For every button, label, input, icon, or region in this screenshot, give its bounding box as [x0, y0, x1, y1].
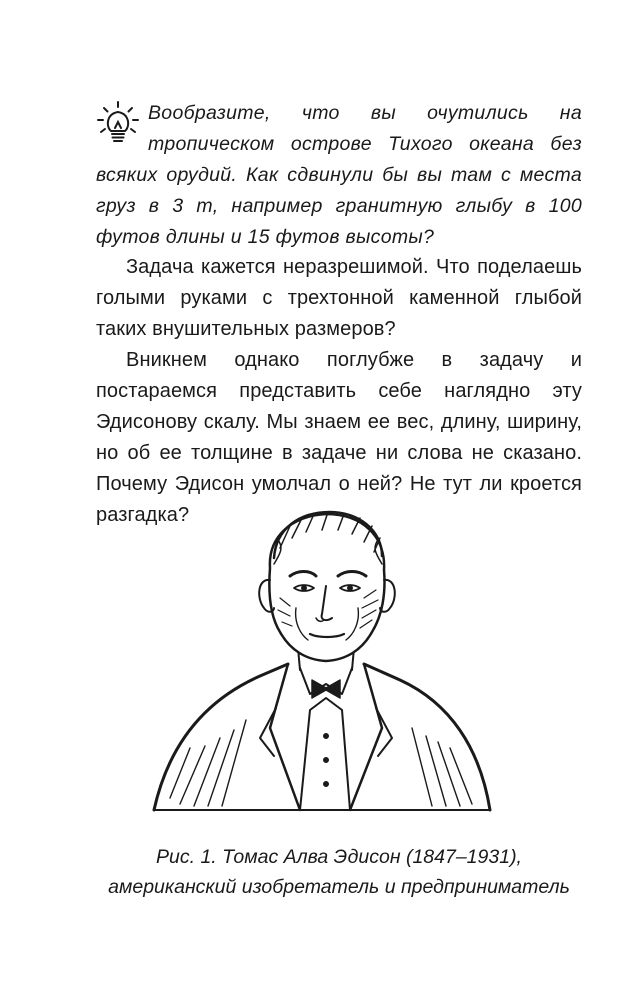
thought-callout — [96, 98, 582, 253]
callout-question: Вообразите, что вы очутились на тропическом острове Тихого океана без всяких орудий. Как сдвинули бы вы там с места груз в 3 т, например гранитную глыбу в 100 футов длины и 15 футов высоты? — [96, 102, 582, 248]
caption-line-2: американский изобретатель и предприниматель — [108, 876, 570, 898]
caption-line-1: Рис. 1. Томас Алва Эдисон (1847–1931), — [156, 846, 522, 868]
lightbulb-icon — [96, 100, 140, 144]
figure-caption — [96, 842, 582, 902]
main-text — [96, 252, 582, 531]
edison-portrait — [150, 498, 494, 814]
paragraph-2: Вникнем однако поглубже в задачу и постараемся представить себе наглядно эту Эдисонову скалу. Мы знаем ее вес, длину, ширину, но об ее толщине в задаче ни слова не сказано. Почему Эдисон умолчал о ней? Не тут ли кроется разгадка? — [96, 349, 582, 526]
paragraph-1: Задача кажется неразрешимой. Что поделаешь голыми руками с трехтонной каменной глыбой таких внушительных размеров? — [96, 256, 582, 340]
